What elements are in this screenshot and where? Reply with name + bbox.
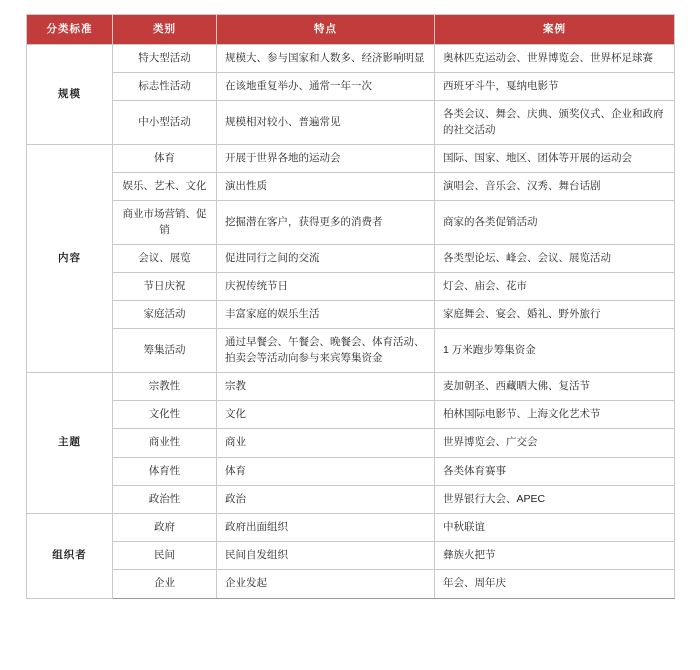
category-cell: 娱乐、艺术、文化 bbox=[113, 173, 217, 201]
feature-cell: 企业发起 bbox=[217, 570, 435, 598]
table-row bbox=[27, 272, 675, 300]
example-cell: 世界银行大会、APEC bbox=[435, 485, 675, 513]
feature-cell: 演出性质 bbox=[217, 173, 435, 201]
table-row bbox=[27, 570, 675, 598]
example-cell: 1 万米跑步筹集资金 bbox=[435, 329, 675, 372]
criterion-cell: 组织者 bbox=[27, 513, 113, 598]
example-cell: 麦加朝圣、西藏晒大佛、复活节 bbox=[435, 372, 675, 400]
example-cell: 年会、周年庆 bbox=[435, 570, 675, 598]
criterion-cell: 内容 bbox=[27, 144, 113, 372]
category-cell: 文化性 bbox=[113, 401, 217, 429]
table-row bbox=[27, 301, 675, 329]
category-cell: 政府 bbox=[113, 513, 217, 541]
example-cell: 柏林国际电影节、上海文化艺术节 bbox=[435, 401, 675, 429]
table-header bbox=[27, 15, 675, 45]
category-cell: 筹集活动 bbox=[113, 329, 217, 372]
column-header-example: 案例 bbox=[435, 15, 675, 45]
feature-cell: 庆祝传统节日 bbox=[217, 272, 435, 300]
table-row bbox=[27, 485, 675, 513]
feature-cell: 体育 bbox=[217, 457, 435, 485]
feature-cell: 促进同行之间的交流 bbox=[217, 244, 435, 272]
category-cell: 企业 bbox=[113, 570, 217, 598]
category-cell: 商业市场营销、促销 bbox=[113, 201, 217, 244]
category-cell: 商业性 bbox=[113, 429, 217, 457]
category-cell: 中小型活动 bbox=[113, 101, 217, 144]
table-row bbox=[27, 513, 675, 541]
column-header-feature: 特点 bbox=[217, 15, 435, 45]
category-cell: 宗教性 bbox=[113, 372, 217, 400]
table-row bbox=[27, 45, 675, 73]
table-row bbox=[27, 73, 675, 101]
feature-cell: 开展于世界各地的运动会 bbox=[217, 144, 435, 172]
category-cell: 民间 bbox=[113, 542, 217, 570]
table-row bbox=[27, 144, 675, 172]
table-body bbox=[27, 45, 675, 599]
example-cell: 各类型论坛、峰会、会议、展览活动 bbox=[435, 244, 675, 272]
feature-cell: 通过早餐会、午餐会、晚餐会、体育活动、拍卖会等活动向参与来宾筹集资金 bbox=[217, 329, 435, 372]
category-cell: 体育 bbox=[113, 144, 217, 172]
feature-cell: 商业 bbox=[217, 429, 435, 457]
category-cell: 标志性活动 bbox=[113, 73, 217, 101]
category-cell: 会议、展览 bbox=[113, 244, 217, 272]
table-row bbox=[27, 101, 675, 144]
table-row bbox=[27, 401, 675, 429]
feature-cell: 宗教 bbox=[217, 372, 435, 400]
example-cell: 演唱会、音乐会、汉秀、舞台话剧 bbox=[435, 173, 675, 201]
category-cell: 特大型活动 bbox=[113, 45, 217, 73]
criterion-cell: 规模 bbox=[27, 45, 113, 145]
table-row bbox=[27, 173, 675, 201]
category-cell: 政治性 bbox=[113, 485, 217, 513]
example-cell: 西班牙斗牛，戛纳电影节 bbox=[435, 73, 675, 101]
table-row bbox=[27, 201, 675, 244]
example-cell: 世界博览会、广交会 bbox=[435, 429, 675, 457]
category-cell: 体育性 bbox=[113, 457, 217, 485]
example-cell: 灯会、庙会、花市 bbox=[435, 272, 675, 300]
category-cell: 节日庆祝 bbox=[113, 272, 217, 300]
table-row bbox=[27, 372, 675, 400]
feature-cell: 规模大、参与国家和人数多、经济影响明显 bbox=[217, 45, 435, 73]
example-cell: 奥林匹克运动会、世界博览会、世界杯足球赛 bbox=[435, 45, 675, 73]
example-cell: 家庭舞会、宴会、婚礼、野外旅行 bbox=[435, 301, 675, 329]
classification-table bbox=[26, 14, 675, 599]
table-row bbox=[27, 329, 675, 372]
example-cell: 彝族火把节 bbox=[435, 542, 675, 570]
feature-cell: 文化 bbox=[217, 401, 435, 429]
feature-cell: 政府出面组织 bbox=[217, 513, 435, 541]
example-cell: 各类体育赛事 bbox=[435, 457, 675, 485]
table-row bbox=[27, 542, 675, 570]
category-cell: 家庭活动 bbox=[113, 301, 217, 329]
feature-cell: 政治 bbox=[217, 485, 435, 513]
feature-cell: 规模相对较小、普遍常见 bbox=[217, 101, 435, 144]
criterion-cell: 主题 bbox=[27, 372, 113, 513]
feature-cell: 民间自发组织 bbox=[217, 542, 435, 570]
column-header-criterion: 分类标准 bbox=[27, 15, 113, 45]
column-header-category: 类别 bbox=[113, 15, 217, 45]
table-row bbox=[27, 457, 675, 485]
feature-cell: 挖掘潜在客户，获得更多的消费者 bbox=[217, 201, 435, 244]
example-cell: 国际、国家、地区、团体等开展的运动会 bbox=[435, 144, 675, 172]
table-header-row bbox=[27, 15, 675, 45]
example-cell: 中秋联谊 bbox=[435, 513, 675, 541]
feature-cell: 丰富家庭的娱乐生活 bbox=[217, 301, 435, 329]
example-cell: 各类会议、舞会、庆典、颁奖仪式、企业和政府的社交活动 bbox=[435, 101, 675, 144]
feature-cell: 在该地重复举办、通常一年一次 bbox=[217, 73, 435, 101]
table-row bbox=[27, 244, 675, 272]
example-cell: 商家的各类促销活动 bbox=[435, 201, 675, 244]
table-row bbox=[27, 429, 675, 457]
